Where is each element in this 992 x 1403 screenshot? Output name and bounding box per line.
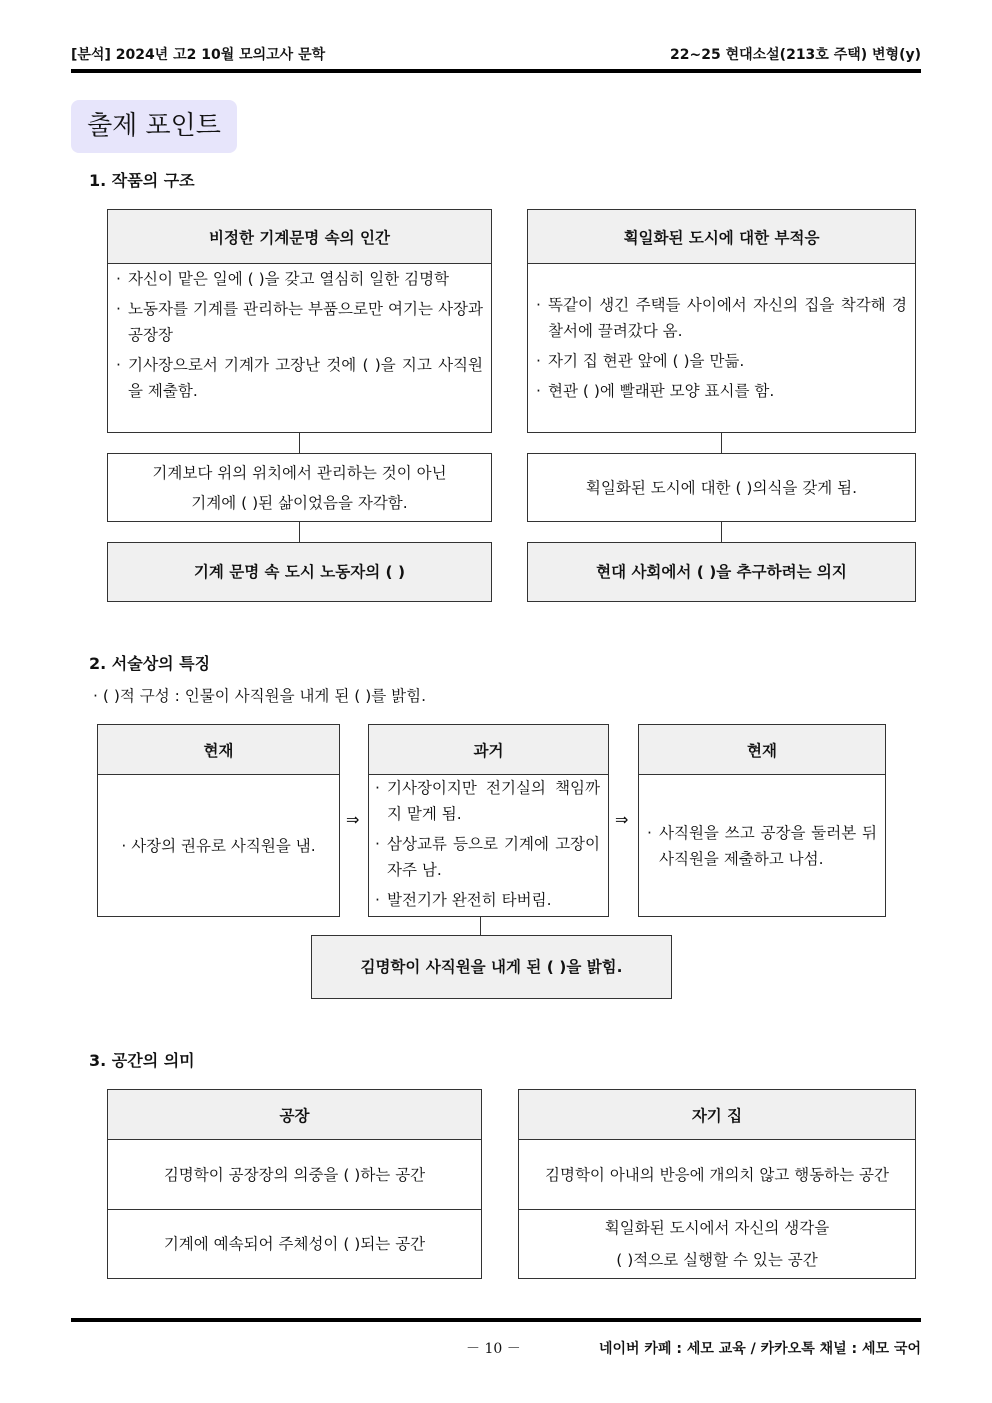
narrative-present-head: 현재 [98, 725, 339, 775]
narrative-past-head: 과거 [369, 725, 608, 775]
space-home-box [518, 1089, 916, 1279]
structure-right-bullet: · 똑같이 생긴 주택들 사이에서 자신의 집을 착각해 경찰서에 끌려갔다 옴. [536, 292, 907, 344]
right-arrow-icon: ⇒ [615, 810, 629, 829]
structure-left-box [107, 209, 492, 433]
structure-left-mid [107, 453, 492, 522]
space-factory-head: 공장 [108, 1090, 481, 1140]
structure-right-bullet: · 현관 ( )에 빨래판 모양 표시를 함. [536, 378, 907, 404]
structure-left-bullet: · 노동자를 기계를 관리하는 부품으로만 여기는 사장과 공장장 [116, 296, 483, 348]
section1-title: 1. 작품의 구조 [89, 171, 195, 190]
footer-rule [71, 1318, 921, 1322]
narrative-present2-head: 현재 [639, 725, 885, 775]
section2-title: 2. 서술상의 특징 [89, 654, 211, 673]
narrative-present2-text: · 사직원을 쓰고 공장을 둘러본 뒤 사직원을 제출하고 나섬. [647, 820, 877, 872]
narrative-past-box [368, 724, 609, 917]
footer-text: 네이버 카페 : 세모 교육 / 카카오톡 채널 : 세모 국어 [598, 1341, 921, 1357]
connector-line [299, 432, 300, 454]
structure-right-head: 획일화된 도시에 대한 부적응 [528, 210, 915, 264]
space-home-row [519, 1210, 915, 1278]
structure-right-bullet: · 자기 집 현관 앞에 ( )을 만듦. [536, 348, 907, 374]
space-home-row: 김명학이 아내의 반응에 개의치 않고 행동하는 공간 [519, 1140, 915, 1210]
structure-left-bullet: · 자신이 맡은 일에 ( )을 갖고 열심히 일한 김명학 [116, 266, 483, 292]
space-home-head: 자기 집 [519, 1090, 915, 1140]
connector-line [721, 432, 722, 454]
connector-line [299, 521, 300, 543]
narrative-result: 김명학이 사직원을 내게 된 ( )을 밝힘. [311, 935, 672, 999]
header-left: [분석] 2024년 고2 10월 모의고사 문학 [71, 47, 326, 63]
page-number: － 10 － [466, 1341, 521, 1357]
space-factory-row: 김명학이 공장장의 의중을 ( )하는 공간 [108, 1140, 481, 1210]
narrative-past-bullet: · 발전기가 완전히 타버림. [375, 887, 600, 913]
structure-right-mid: 획일화된 도시에 대한 ( )의식을 갖게 됨. [527, 453, 916, 522]
space-home-row-line: ( )적으로 실행할 수 있는 공간 [616, 1251, 818, 1269]
structure-right-box [527, 209, 916, 433]
narrative-present-text: · 사장의 권유로 사직원을 냄. [121, 836, 316, 855]
structure-right-result: 현대 사회에서 ( )을 추구하려는 의지 [527, 542, 916, 602]
section2-subtitle: · ( )적 구성 : 인물이 사직원을 내게 된 ( )를 밝힘. [93, 687, 427, 705]
connector-line [721, 521, 722, 543]
structure-left-bullet: · 기사장으로서 기계가 고장난 것에 ( )을 지고 사직원을 제출함. [116, 352, 483, 404]
structure-left-mid-line: 기계에 ( )된 삶이었음을 자각함. [191, 493, 408, 512]
structure-left-head: 비정한 기계문명 속의 인간 [108, 210, 491, 264]
structure-left-result: 기계 문명 속 도시 노동자의 ( ) [107, 542, 492, 602]
narrative-past-bullet: · 기사장이지만 전기실의 책임까지 맡게 됨. [375, 775, 600, 827]
narrative-present2-box [638, 724, 886, 917]
page-title-badge: 출제 포인트 [71, 100, 237, 153]
section3-title: 3. 공간의 의미 [89, 1051, 195, 1070]
right-arrow-icon: ⇒ [346, 810, 360, 829]
space-factory-box [107, 1089, 482, 1279]
space-home-row-line: 획일화된 도시에서 자신의 생각을 [604, 1219, 830, 1237]
header-rule [71, 69, 921, 73]
connector-line [480, 916, 481, 936]
narrative-past-bullet: · 삼상교류 등으로 기계에 고장이 자주 남. [375, 831, 600, 883]
narrative-present-box [97, 724, 340, 917]
structure-left-mid-line: 기계보다 위의 위치에서 관리하는 것이 아닌 [152, 463, 447, 482]
header-right: 22~25 현대소설(213호 주택) 변형(y) [670, 47, 921, 63]
space-factory-row: 기계에 예속되어 주체성이 ( )되는 공간 [163, 1235, 426, 1253]
